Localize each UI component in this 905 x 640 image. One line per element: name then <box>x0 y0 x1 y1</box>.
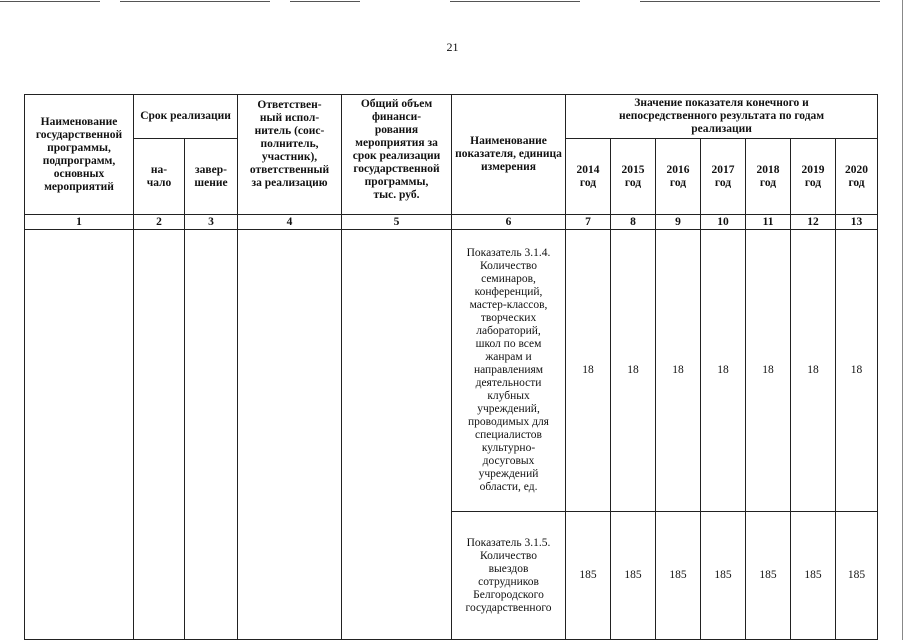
header-period: Срок реализации <box>134 95 238 139</box>
responsible-cell <box>238 230 342 640</box>
finance-cell <box>342 230 452 640</box>
column-number: 7 <box>566 215 611 230</box>
indicator-cell: Показатель 3.1.5. Количество выездов сотрудников Белгородского государственного <box>452 512 566 640</box>
header-finance: Общий объем финанси- рования мероприятия за срок реализации государственной программы, тыс. руб. <box>342 95 452 215</box>
column-number: 4 <box>238 215 342 230</box>
value-cell: 18 <box>566 230 611 512</box>
value-cell: 18 <box>656 230 701 512</box>
column-number: 1 <box>25 215 134 230</box>
period-end-cell <box>185 230 238 640</box>
value-cell: 18 <box>701 230 746 512</box>
column-number: 12 <box>791 215 836 230</box>
period-start-cell <box>134 230 185 640</box>
column-number: 5 <box>342 215 452 230</box>
value-cell: 185 <box>611 512 656 640</box>
header-year-2018: 2018 год <box>746 139 791 215</box>
indicator-cell: Показатель 3.1.4. Количество семинаров, конференций, мастер-классов, творческих лабораторий, школ по всем жанрам и направлениям деятельности клубных учреждений, проводимых для специалистов культурно- досуговых учреждений области, ед. <box>452 230 566 512</box>
column-numbers-row <box>25 215 878 230</box>
value-cell: 18 <box>746 230 791 512</box>
value-cell: 185 <box>656 512 701 640</box>
value-cell: 185 <box>836 512 878 640</box>
header-result-values: Значение показателя конечного и непосредственного результата по годам реализации <box>566 95 878 139</box>
column-number: 13 <box>836 215 878 230</box>
page-right-edge <box>902 0 903 640</box>
value-cell: 18 <box>836 230 878 512</box>
page-number: 21 <box>446 40 459 54</box>
header-year-2019: 2019 год <box>791 139 836 215</box>
column-number: 2 <box>134 215 185 230</box>
header-year-2020: 2020 год <box>836 139 878 215</box>
header-period-start: на- чало <box>134 139 185 215</box>
header-year-2017: 2017 год <box>701 139 746 215</box>
column-number: 10 <box>701 215 746 230</box>
page-top-edge-lines <box>0 0 905 3</box>
column-number: 3 <box>185 215 238 230</box>
column-number: 11 <box>746 215 791 230</box>
value-cell: 185 <box>746 512 791 640</box>
header-program-name: Наименование государственной программы, подпрограмм, основных мероприятий <box>25 95 134 215</box>
header-year-2015: 2015 год <box>611 139 656 215</box>
header-indicator: Наименование показателя, единица измерения <box>452 95 566 215</box>
value-cell: 185 <box>566 512 611 640</box>
value-cell: 18 <box>791 230 836 512</box>
header-responsible: Ответствен- ный испол- нитель (соис- полнитель, участник), ответственный за реализацию <box>238 95 342 215</box>
value-cell: 185 <box>701 512 746 640</box>
header-row-1 <box>25 95 878 139</box>
value-cell: 18 <box>611 230 656 512</box>
column-number: 6 <box>452 215 566 230</box>
program-indicators-table <box>24 94 878 640</box>
column-number: 9 <box>656 215 701 230</box>
value-cell: 185 <box>791 512 836 640</box>
program-name-cell <box>25 230 134 640</box>
header-year-2014: 2014 год <box>566 139 611 215</box>
header-year-2016: 2016 год <box>656 139 701 215</box>
header-period-end: завер- шение <box>185 139 238 215</box>
table-row <box>25 230 878 512</box>
column-number: 8 <box>611 215 656 230</box>
